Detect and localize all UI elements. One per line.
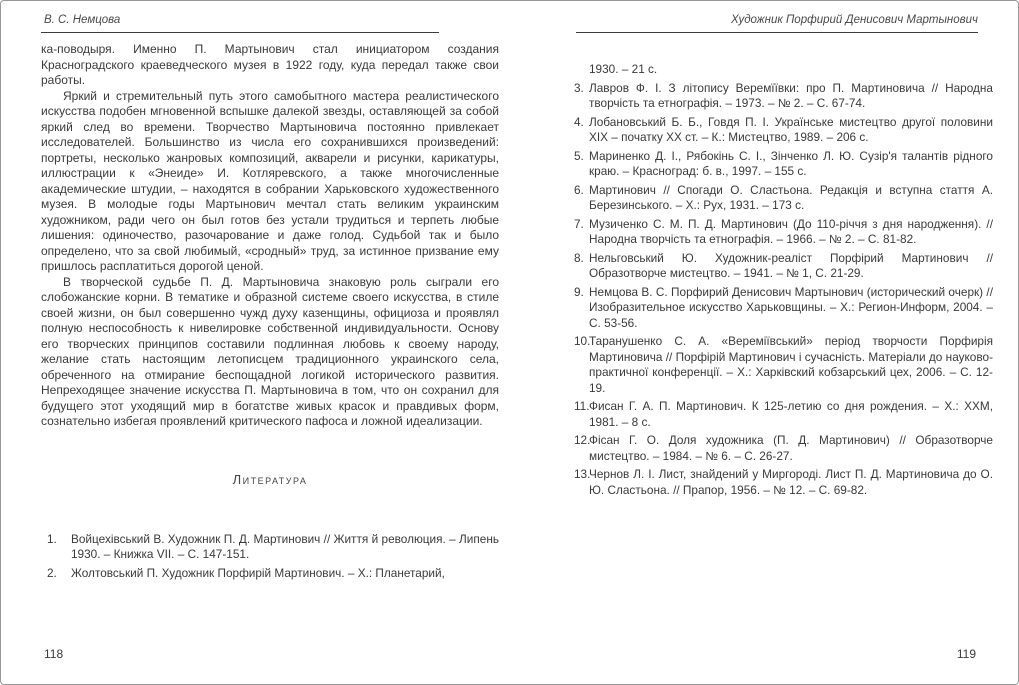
bibliography-item: [41, 532, 499, 563]
bibliography-item: [41, 566, 499, 582]
bibliography-item-number: 13.: [574, 467, 591, 481]
bibliography-item: [556, 149, 993, 180]
bibliography-item-number: 11.: [574, 399, 590, 413]
bibliography-item-text: Жолтовський П. Художник Порфирій Мартинович. – Х.: Планетарий,: [71, 565, 445, 580]
bibliography-item-number: 5.: [574, 148, 584, 163]
bibliography-item-number: 6.: [574, 182, 584, 197]
bibliography-item: [556, 251, 993, 282]
bibliography-item-number: 1.: [47, 531, 57, 546]
bibliography-item-number: 7.: [574, 216, 584, 231]
bibliography-list: [556, 81, 993, 499]
bibliography-item: [556, 467, 993, 498]
header-rule: [41, 32, 439, 33]
paragraph: Яркий и стремительный путь этого самобытного мастера реалистического искусства подобен мгновенной вспышке далекой звезды, оставляющей за собой яркий след во времени. Творчество Мартыновича постоянно привлекает исследователей. Большинство из числа его сохранившихся произведений: портреты, несколько жанровых композиций, акварели и рисунки, карикатуры, иллюстрации к «Энеиде» И. Котляревского, а также многочисленные академические штудии, – находятся в собрании Харьковского художественного музея. В молодые годы Мартынович мечтал стать великим украинским художником, ради чего он был готов без устали трудиться и терпеть любые лишения: одиночество, разочарование и даже голод. Судьбой так и было определено, что за свой любимый, «сродный» труд, за истинное призвание ему пришлось расплатиться дорогой ценой.: [41, 88, 499, 273]
bibliography-item-text: Лобановський Б. Б., Говдя П. І. Українське мистецтво другої половини XIX – початку XX ст. – К.: Мистецтво, 1989. – 206 с.: [589, 114, 993, 144]
bibliography-item: [556, 399, 993, 430]
page-right: [556, 13, 993, 501]
bibliography-item-number: 9.: [574, 284, 584, 299]
bibliography-item-text: Музиченко С. М. П. Д. Мартинович (До 110-річчя з дня народження). // Народна творчість та етнографія. – 1966. – № 2. – С. 81-82.: [589, 216, 993, 246]
bibliography-item-text: Лавров Ф. І. З літопису Веремїївки: про П. Мартиновича // Народна творчість та етнографія. – 1973. – № 2. – С. 67-74.: [589, 80, 993, 110]
header-rule: [576, 32, 978, 33]
paragraph: В творческой судьбе П. Д. Мартыновича знаковую роль сыграли его слобожанские корни. В тематике и образной системе своего искусства, в стиле своей жизни, он был совершенно чужд духу казенщины, официоза и проявлял полную неспособность к нивелировке собственной индивидуальности. Основу его творческих принципов составили подлинная любовь к своему народу, желание стать настоящим летописцем традиционного украинского села, обреченного на отмирание беспощадной логикой исторического развития. Непреходящее значение искусства П. Мартыновича в том, что он сохранил для будущего этот уходящий мир в богатстве живых красок и правдивых форм, сознательно избегая проявлений критического пафоса и ложной идеализации.: [41, 274, 499, 428]
page-number-right: 119: [956, 647, 976, 661]
section-heading-literature: Литература: [232, 471, 308, 487]
bibliography-item-number: 4.: [574, 114, 584, 129]
bibliography-item-text: Фисан Г. А. П. Мартинович. К 125-летию со дня рождения. – Х.: ХХМ, 1981. – 8 с.: [589, 399, 993, 429]
bibliography-item: [556, 115, 993, 146]
bibliography-item-text: Мартинович // Спогади О. Сластьона. Редакція и вступна стаття А. Березинського. – Х.: Рух, 1931. – 173 с.: [589, 182, 993, 212]
paragraph: ка-поводыря. Именно П. Мартынович стал инициатором создания Красноградского краеведческого музея в 1922 году, куда передал также свои работы.: [41, 42, 499, 87]
bibliography-item: [556, 334, 993, 396]
bibliography-continuation-line: 1930. – 21 с.: [589, 62, 658, 76]
bibliography-item: [556, 285, 993, 332]
bibliography-item-text: Чернов Л. І. Лист, знайдений у Миргороді. Лист П. Д. Мартиновича до О. Ю. Сластьона. // Прапор, 1956. – № 12. – С. 69-82.: [589, 467, 993, 497]
bibliography-item-text: Войцехівський В. Художник П. Д. Мартинович // Життя й революция. – Липень 1930. – Книжка VII. – С. 147-151.: [71, 531, 499, 561]
bibliography-list: [41, 532, 499, 582]
bibliography-item-number: 3.: [574, 80, 584, 95]
bibliography-item: [556, 81, 993, 112]
page-number-left: 118: [44, 647, 64, 661]
bibliography-item-number: 2.: [47, 565, 57, 580]
bibliography-item: [556, 183, 993, 214]
bibliography-item-number: 10.: [574, 334, 591, 348]
bibliography-item: [556, 433, 993, 464]
bibliography-item-text: Фісан Г. О. Доля художника (П. Д. Мартинович) // Образотворче мистецтво. – 1984. – № 6. – С. 26-27.: [589, 433, 993, 463]
bibliography-item-text: Мариненко Д. І., Рябокінь С. І., Зінченко Л. Ю. Сузір'я талантів рідного краю. – Красноград: б. в., 1997. – 155 с.: [589, 148, 993, 178]
bibliography-item-text: Немцова В. С. Порфирий Денисович Мартынович (исторический очерк) // Изобразительное искусство Харьковщины. – Х.: Регион-Информ, 2004. – С. 53-56.: [589, 284, 993, 330]
bibliography-item: [556, 217, 993, 248]
running-header-title: Художник Порфирий Денисович Мартынович: [731, 14, 978, 26]
bibliography-item-number: 12.: [574, 433, 591, 447]
body-text: [41, 42, 499, 430]
bibliography-item-text: Таранушенко С. А. «Вереміївський» період творчости Порфирія Мартиновича // Порфірій Мартинович і сучасність. Матеріали до науково-практичної конференції. – Х.: Харківский кобзарський цех, 2006. – С. 12-19.: [589, 334, 993, 395]
page-left: [41, 13, 499, 584]
running-header-author: В. С. Немцова: [44, 14, 121, 26]
bibliography-item-number: 8.: [574, 250, 584, 265]
bibliography-item-text: Нельговський Ю. Художник-реаліст Порфірий Мартинович // Образотворче мистецтво. – 1941. – № 1, С. 21-29.: [589, 250, 993, 280]
